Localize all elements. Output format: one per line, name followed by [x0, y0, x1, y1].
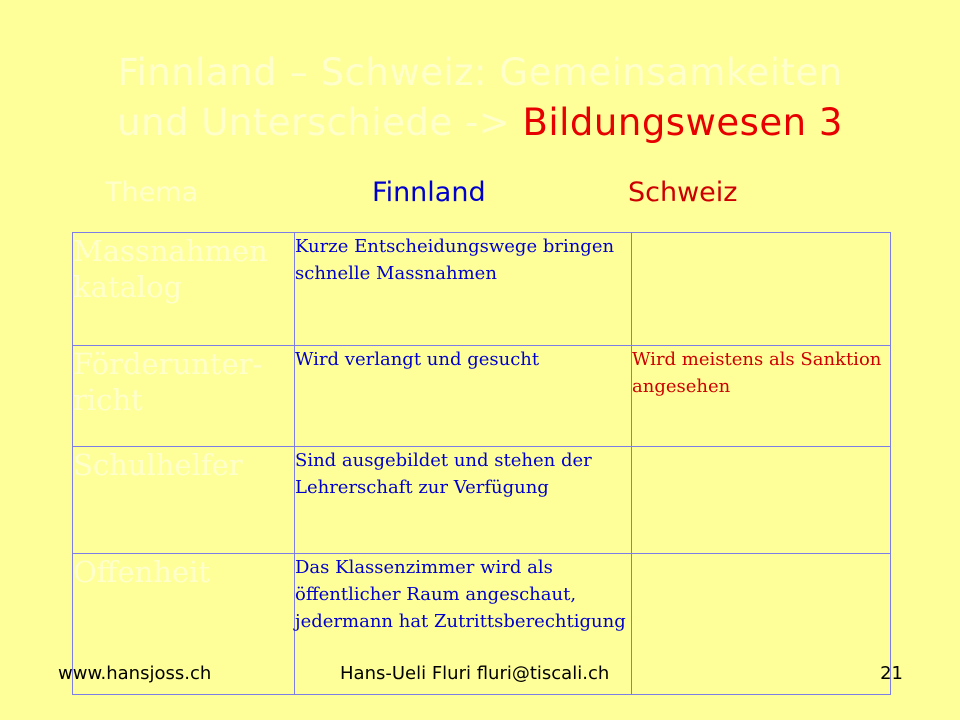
- topic-cell: Massnahmen katalog: [73, 233, 295, 346]
- table-row: [73, 233, 891, 346]
- table-row: [73, 346, 891, 447]
- slide-title: [40, 48, 920, 148]
- footer-author: Hans-Ueli Fluri fluri@tiscali.ch: [340, 663, 610, 684]
- finnland-cell: Das Klassenzimmer wird als öffentlicher Raum angeschaut, jedermann hat Zutrittsberechtigung: [295, 554, 632, 695]
- column-header-schweiz: Schweiz: [628, 177, 738, 208]
- schweiz-cell: [632, 554, 891, 695]
- footer-website: www.hansjoss.ch: [58, 663, 212, 684]
- title-line-2: [40, 98, 920, 148]
- schweiz-cell: [632, 233, 891, 346]
- topic-cell: Schulhelfer: [73, 447, 295, 554]
- title-highlight: Bildungswesen 3: [522, 101, 843, 144]
- column-header-finnland: Finnland: [372, 177, 486, 208]
- schweiz-cell: Wird meistens als Sanktion angesehen: [632, 346, 891, 447]
- finnland-cell: Wird verlangt und gesucht: [295, 346, 632, 447]
- title-line-1: Finnland – Schweiz: Gemeinsamkeiten: [117, 51, 843, 94]
- topic-cell: Förderunter-richt: [73, 346, 295, 447]
- comparison-table: [72, 232, 891, 695]
- column-header-thema: Thema: [105, 177, 199, 208]
- topic-cell: Offenheit: [73, 554, 295, 695]
- finnland-cell: Sind ausgebildet und stehen der Lehrerschaft zur Verfügung: [295, 447, 632, 554]
- table-row: [73, 447, 891, 554]
- title-line-2-prefix: und Unterschiede ->: [117, 101, 523, 144]
- finnland-cell: Kurze Entscheidungswege bringen schnelle Massnahmen: [295, 233, 632, 346]
- page-number: 21: [880, 663, 903, 684]
- schweiz-cell: [632, 447, 891, 554]
